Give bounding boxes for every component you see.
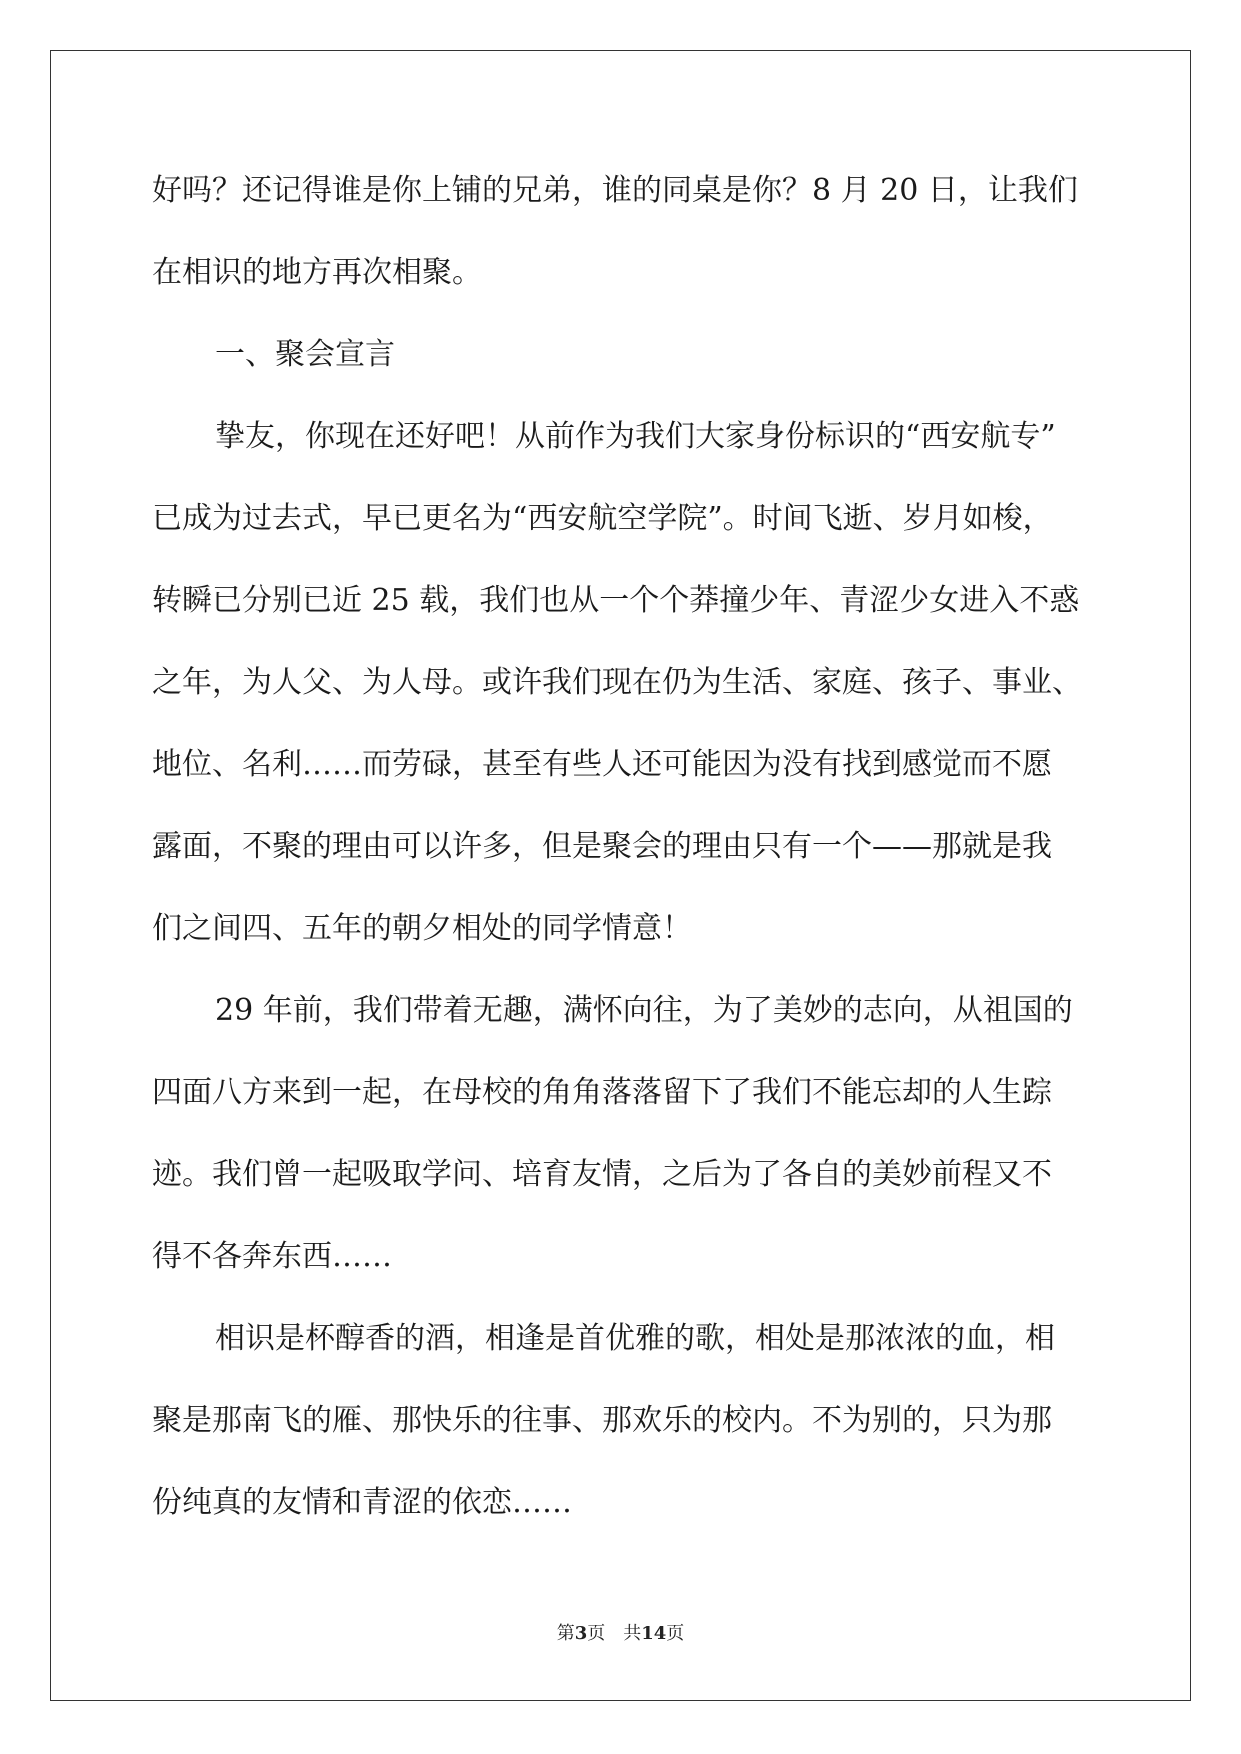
paragraph-line: 得不各奔东西……: [152, 1239, 392, 1274]
paragraph-line: 迹。我们曾一起吸取学问、培育友情，之后为了各自的美妙前程又不: [152, 1157, 1052, 1192]
page-current: 3: [574, 1623, 588, 1644]
paragraph-line: 聚是那南飞的雁、那快乐的往事、那欢乐的校内。不为别的，只为那: [152, 1403, 1052, 1438]
page-label-suffix: 页: [587, 1623, 606, 1644]
paragraph-line: 露面，不聚的理由可以许多，但是聚会的理由只有一个——那就是我: [152, 829, 1052, 864]
total-label-prefix: 共: [623, 1623, 642, 1644]
total-label-suffix: 页: [666, 1623, 685, 1644]
paragraph-line: 好吗？还记得谁是你上铺的兄弟，谁的同桌是你？8 月 20 日，让我们: [152, 173, 1078, 208]
paragraph-line: 已成为过去式，早已更名为“西安航空学院”。时间飞逝、岁月如梭，: [152, 501, 1053, 536]
document-body: [152, 160, 1090, 1554]
section-heading: 一、聚会宣言: [215, 337, 395, 372]
paragraph-line: 在相识的地方再次相聚。: [152, 255, 482, 290]
paragraph-line: 地位、名利……而劳碌，甚至有些人还可能因为没有找到感觉而不愿: [152, 747, 1052, 782]
paragraph-line: 挚友，你现在还好吧！从前作为我们大家身份标识的“西安航专”: [215, 419, 1056, 454]
paragraph-line: 们之间四、五年的朝夕相处的同学情意！: [152, 911, 692, 946]
page-label-prefix: 第: [556, 1623, 575, 1644]
paragraph-line: 转瞬已分别已近 25 载，我们也从一个个莽撞少年、青涩少女进入不惑: [152, 583, 1080, 618]
paragraph-line: 29 年前，我们带着无趣，满怀向往，为了美妙的志向，从祖国的: [215, 993, 1073, 1028]
page-footer: [0, 1619, 1241, 1645]
paragraph-line: 四面八方来到一起，在母校的角角落落留下了我们不能忘却的人生踪: [152, 1075, 1052, 1110]
page-total: 14: [641, 1623, 667, 1644]
paragraph-line: 相识是杯醇香的酒，相逢是首优雅的歌，相处是那浓浓的血，相: [215, 1321, 1055, 1356]
paragraph-line: 份纯真的友情和青涩的依恋……: [152, 1485, 572, 1520]
paragraph-line: 之年，为人父、为人母。或许我们现在仍为生活、家庭、孩子、事业、: [152, 665, 1082, 700]
